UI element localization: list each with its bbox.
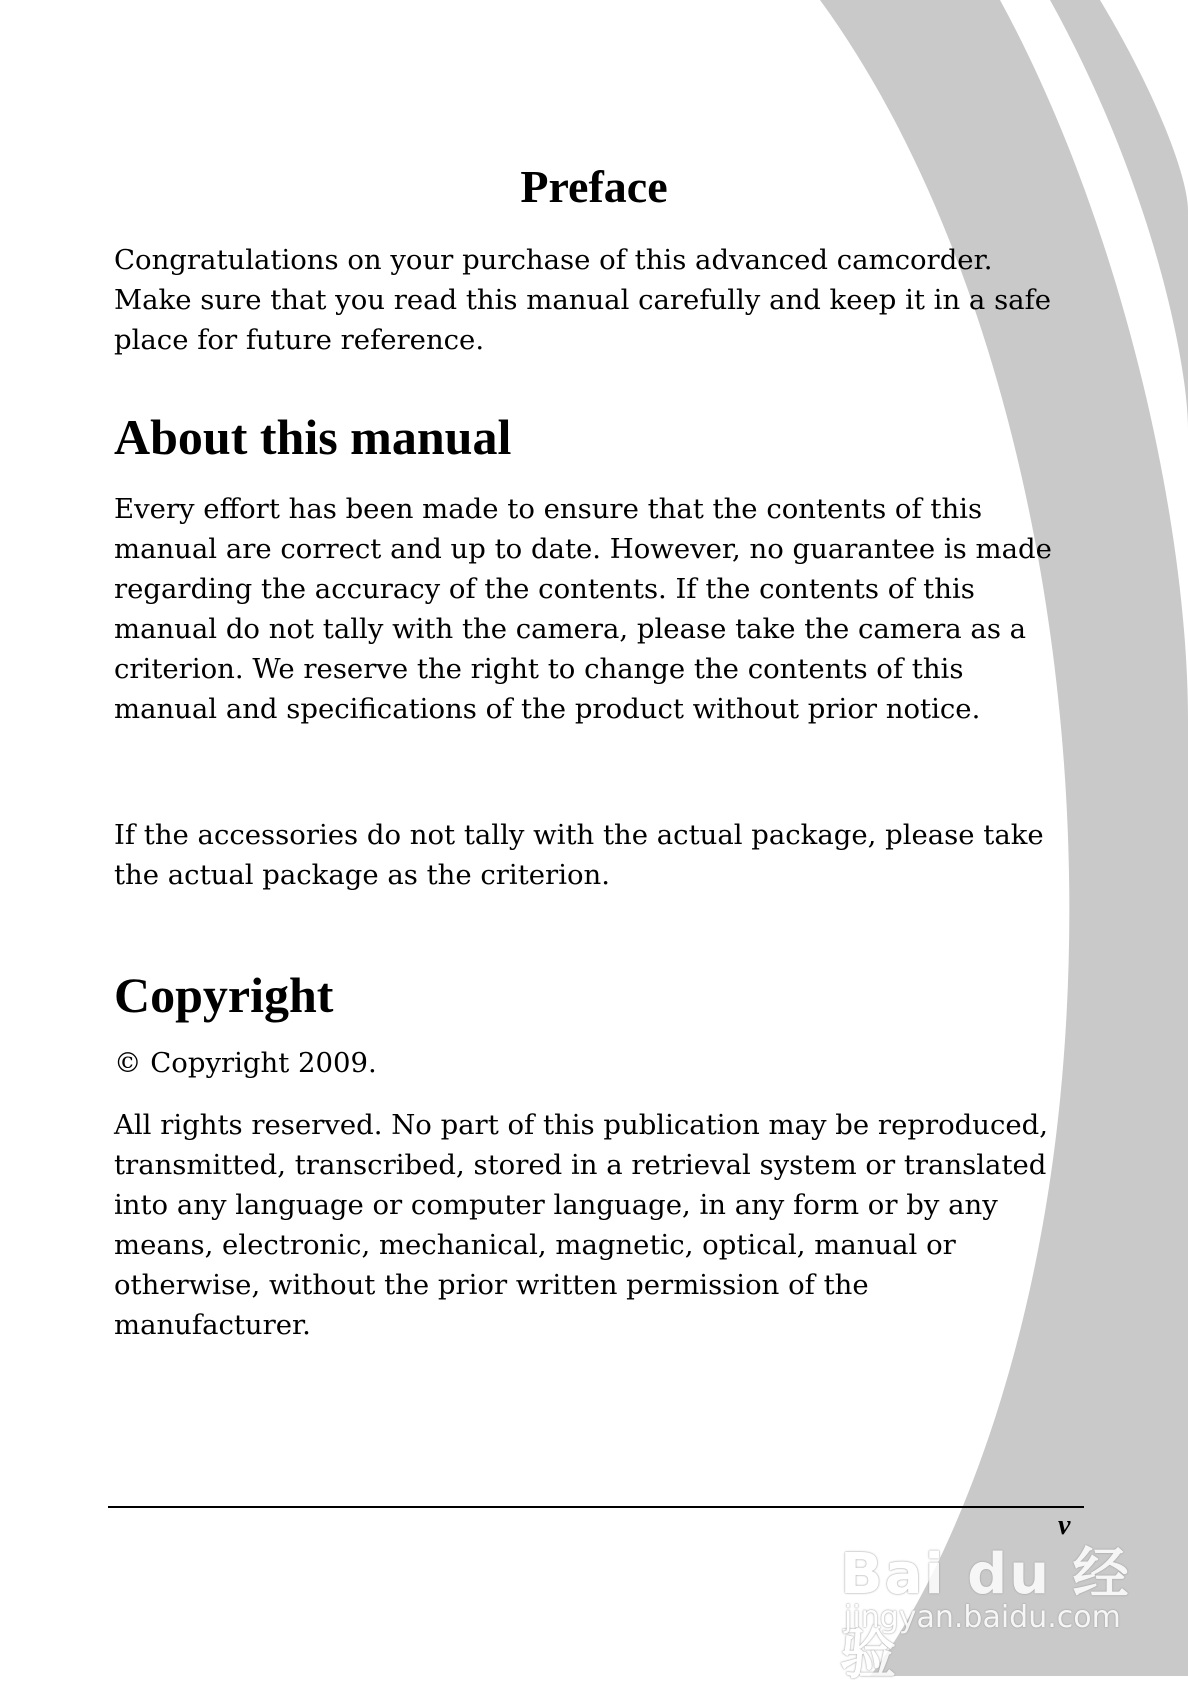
preface-heading: Preface	[520, 161, 668, 212]
accessories-paragraph: If the accessories do not tally with the actual package, please take the actual package as the criterion.	[114, 819, 1044, 891]
baidu-watermark	[840, 1500, 1160, 1687]
about-paragraph: Every effort has been made to ensure that the contents of this manual are correct and up to date. However, no guarantee is made regarding the accuracy of the contents. If the contents of this manual do not tally with the camera, please take the camera as a criterion. We reserve the right to change the contents of this manual and specifications of the product without prior notice.	[114, 493, 1052, 725]
copyright-line: © Copyright 2009.	[114, 1047, 377, 1079]
watermark-brand: Bai du 经验	[840, 1542, 1131, 1687]
page-number: v	[1058, 1510, 1071, 1541]
preface-paragraph: Congratulations on your purchase of this advanced camcorder. Make sure that you read this manual carefully and keep it in a safe place for future reference.	[114, 244, 1052, 356]
watermark-url: jingyan.baidu.com	[844, 1600, 1121, 1635]
copyright-paragraph: All rights reserved. No part of this publication may be reproduced, transmitted, transcribed, stored in a retrieval system or translated into any language or computer language, in any form or by any means, electronic, mechanical, magnetic, optical, manual or otherwise, without the prior written permission of the manufacturer.	[114, 1109, 1048, 1341]
about-heading: About this manual	[114, 409, 512, 465]
copyright-heading: Copyright	[114, 967, 334, 1023]
